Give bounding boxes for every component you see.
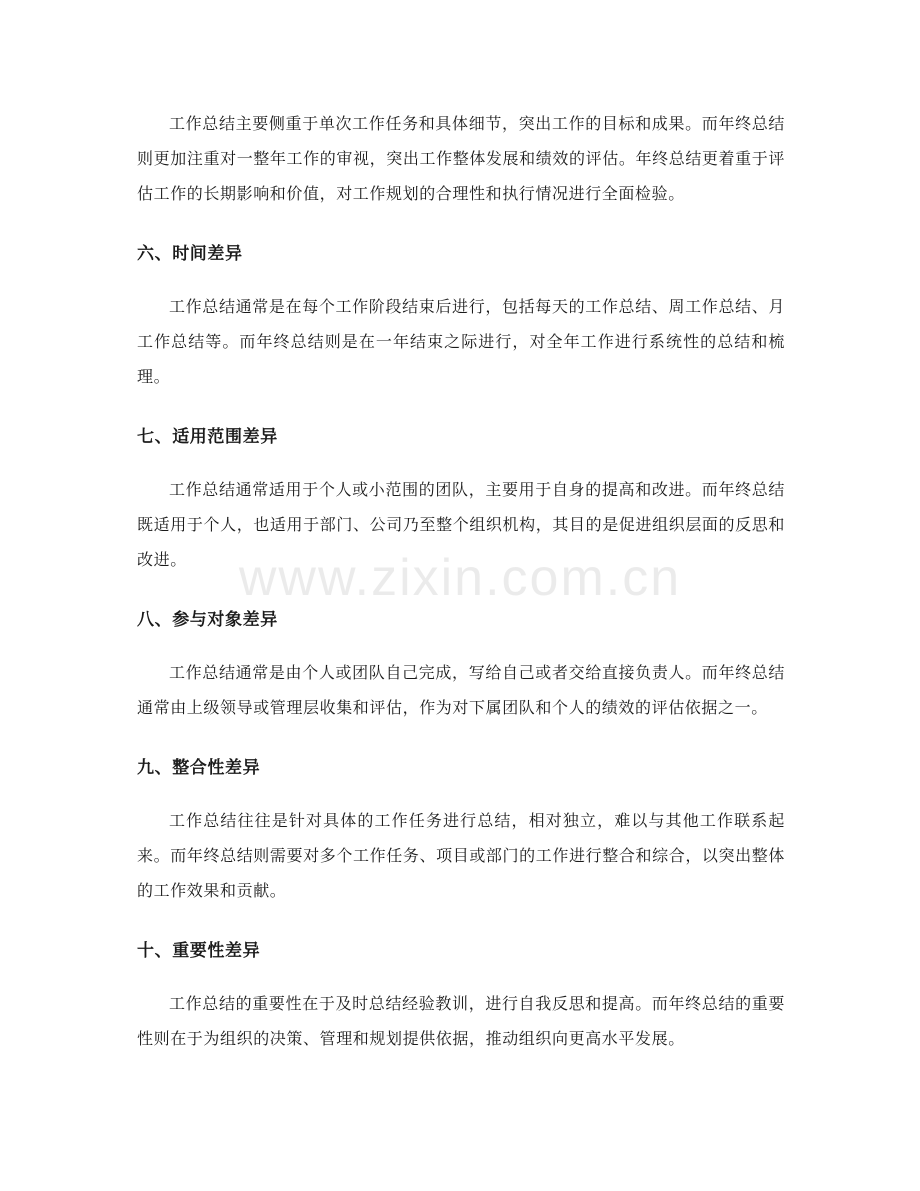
section-heading-time: 六、时间差异 xyxy=(137,244,243,264)
watermark-text: www.zixin.com.cn xyxy=(238,549,682,607)
spacer xyxy=(137,577,785,608)
document-body xyxy=(137,106,785,1056)
section-heading-participants: 八、参与对象差异 xyxy=(137,610,278,630)
spacer xyxy=(137,780,785,803)
section-paragraph-integration: 工作总结往往是针对具体的工作任务进行总结，相对独立，难以与其他工作联系起来。而年终总结则需要对多个工作任务、项目或部门的工作进行整合和综合，以突出整体的工作效果和贡献。 xyxy=(137,811,785,900)
section-heading-importance: 十、重要性差异 xyxy=(137,941,261,961)
section-paragraph-scope: 工作总结通常适用于个人或小范围的团队，主要用于自身的提高和改进。而年终总结既适用于个人，也适用于部门、公司乃至整个组织机构，其目的是促进组织层面的反思和改进。 xyxy=(137,480,785,569)
section-paragraph-time: 工作总结通常是在每个工作阶段结束后进行，包括每天的工作总结、周工作总结、月工作总结等。而年终总结则是在一年结束之际进行，对全年工作进行系统性的总结和梳理。 xyxy=(137,297,785,386)
spacer xyxy=(137,211,785,242)
spacer xyxy=(137,908,785,939)
section-heading-integration: 九、整合性差异 xyxy=(137,758,261,778)
spacer xyxy=(137,266,785,289)
spacer xyxy=(137,632,785,655)
section-paragraph-importance: 工作总结的重要性在于及时总结经验教训，进行自我反思和提高。而年终总结的重要性则在于为组织的决策、管理和规划提供依据，推动组织向更高水平发展。 xyxy=(137,994,785,1048)
section-heading-scope: 七、适用范围差异 xyxy=(137,427,278,447)
intro-paragraph: 工作总结主要侧重于单次工作任务和具体细节，突出工作的目标和成果。而年终总结则更加注重对一整年工作的审视，突出工作整体发展和绩效的评估。年终总结更着重于评估工作的长期影响和价值，对工作规划的合理性和执行情况进行全面检验。 xyxy=(137,114,785,203)
spacer xyxy=(137,449,785,472)
section-paragraph-participants: 工作总结通常是由个人或团队自己完成，写给自己或者交给直接负责人。而年终总结通常由上级领导或管理层收集和评估，作为对下属团队和个人的绩效的评估依据之一。 xyxy=(137,663,785,717)
spacer xyxy=(137,394,785,425)
spacer xyxy=(137,963,785,986)
spacer xyxy=(137,725,785,756)
